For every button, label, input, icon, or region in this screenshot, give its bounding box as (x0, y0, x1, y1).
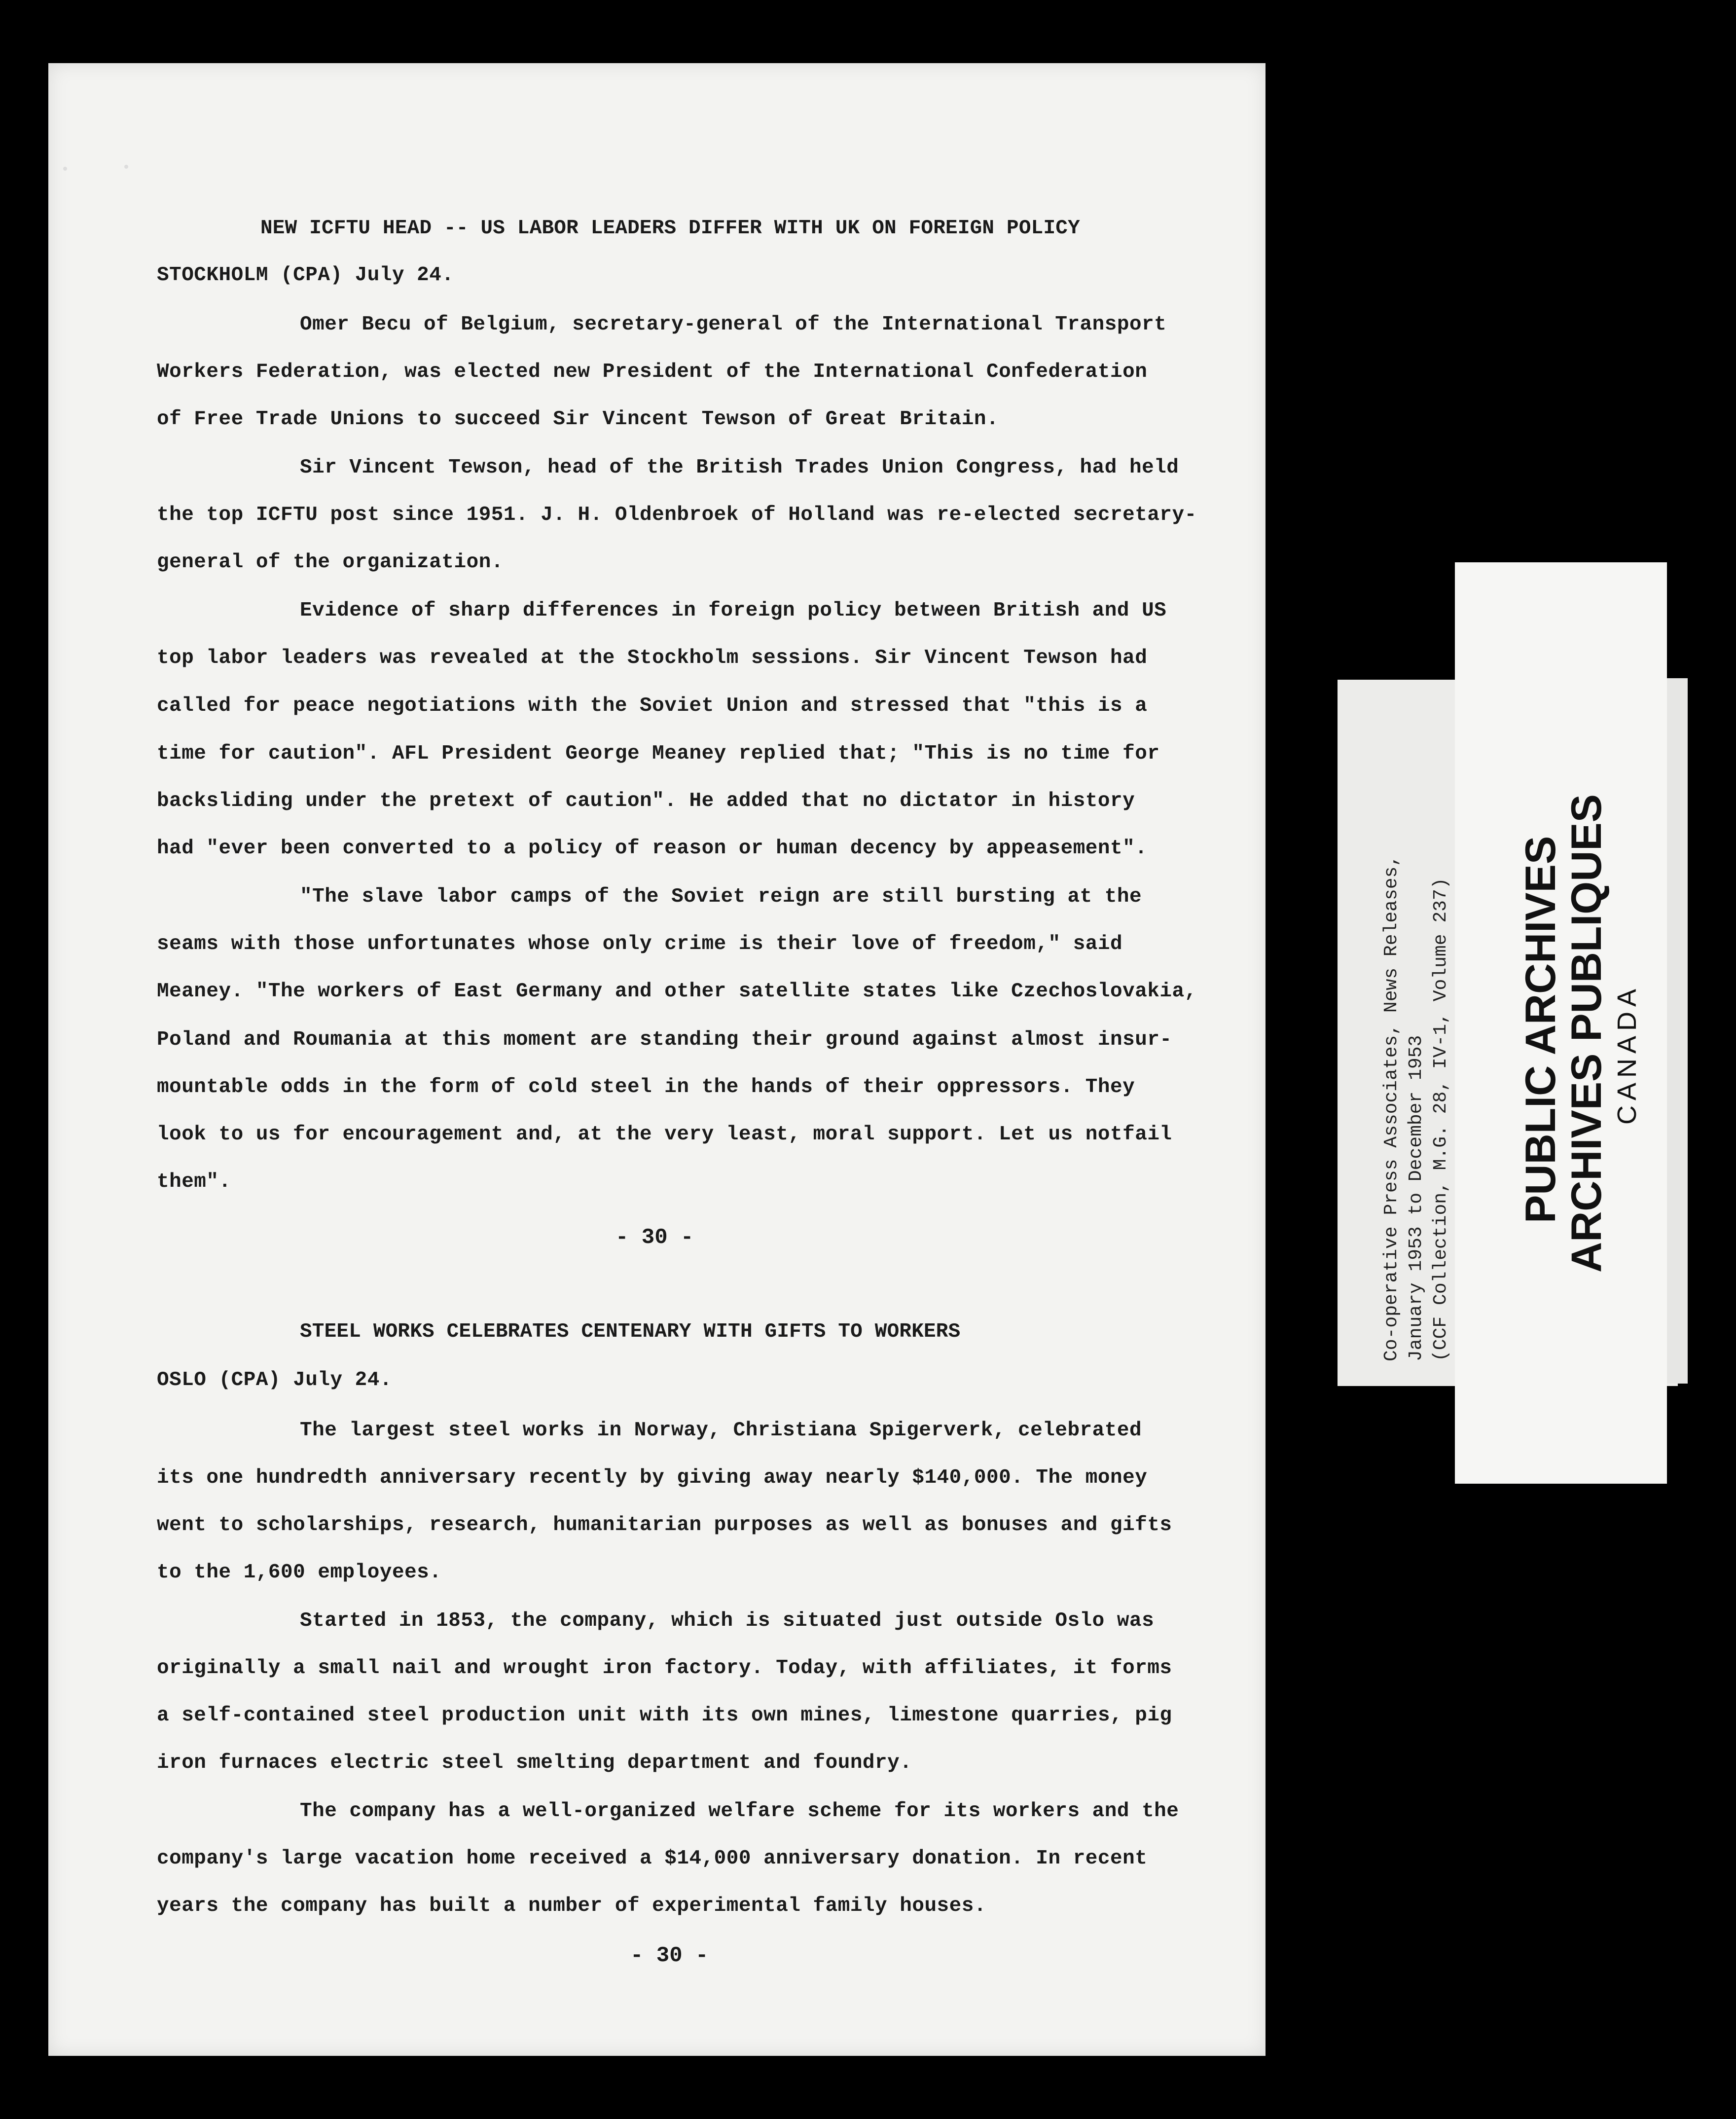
article2-line: years the company has built a number of experimental family houses. (157, 1895, 986, 1917)
article1-line: had "ever been converted to a policy of reason or human decency by appeasement". (157, 837, 1148, 860)
article1-line: general of the organization. (157, 551, 504, 574)
article2-line: Started in 1853, the company, which is situated just outside Oslo was (300, 1609, 1155, 1632)
article2-line: its one hundredth anniversary recently by giving away nearly $140,000. The money (157, 1466, 1148, 1489)
article2-line: iron furnaces electric steel smelting department and foundry. (157, 1752, 912, 1774)
archive-title-line: ARCHIVES PUBLIQUES (1563, 794, 1610, 1273)
archive-title-line: CANADA (1612, 984, 1642, 1125)
archive-card-edge (1667, 678, 1688, 1384)
archive-caption-line: Co-operative Press Associates, News Releases, (1381, 855, 1402, 1361)
article1-line: "The slave labor camps of the Soviet reign are still bursting at the (300, 885, 1142, 908)
article2-line: originally a small nail and wrought iron factory. Today, with affiliates, it forms (157, 1657, 1172, 1680)
archive-title-line: PUBLIC ARCHIVES (1517, 836, 1564, 1223)
article1-line: seams with those unfortunates whose only crime is their love of freedom," said (157, 933, 1123, 955)
article1-headline: NEW ICFTU HEAD -- US LABOR LEADERS DIFFER WITH UK ON FOREIGN POLICY (260, 217, 1080, 240)
article1-line: Evidence of sharp differences in foreign policy between British and US (300, 599, 1167, 622)
article1-line: top labor leaders was revealed at the Stockholm sessions. Sir Vincent Tewson had (157, 647, 1148, 669)
scan-speck (63, 167, 67, 171)
article1-line: backsliding under the pretext of caution". He added that no dictator in history (157, 790, 1135, 812)
article1-line: mountable odds in the form of cold steel in the hands of their oppressors. They (157, 1076, 1135, 1098)
article1-line: Poland and Roumania at this moment are standing their ground against almost insur- (157, 1028, 1172, 1051)
article2-headline: STEEL WORKS CELEBRATES CENTENARY WITH GIFTS TO WORKERS (300, 1320, 961, 1343)
article2-line: The company has a well-organized welfare scheme for its workers and the (300, 1800, 1179, 1823)
article1-line: called for peace negotiations with the Soviet Union and stressed that "this is a (157, 694, 1148, 717)
article2-line: a self-contained steel production unit with its own mines, limestone quarries, pig (157, 1704, 1172, 1727)
document-page (48, 63, 1266, 2056)
article1-line: time for caution". AFL President George Meaney replied that; "This is no time for (157, 742, 1160, 765)
article1-line: Workers Federation, was elected new President of the International Confederation (157, 361, 1148, 383)
article2-line: to the 1,600 employees. (157, 1561, 442, 1584)
article2-line: The largest steel works in Norway, Christiana Spigerverk, celebrated (300, 1419, 1142, 1442)
article2-dateline: OSLO (CPA) July 24. (157, 1369, 392, 1391)
article2-line: company's large vacation home received a $14,000 anniversary donation. In recent (157, 1847, 1148, 1870)
scan-speck (124, 165, 128, 169)
typed-document (48, 63, 1266, 2056)
article1-dateline: STOCKHOLM (CPA) July 24. (157, 264, 454, 287)
article1-line: them". (157, 1170, 231, 1193)
article1-line: of Free Trade Unions to succeed Sir Vincent Tewson of Great Britain. (157, 408, 999, 431)
article1-line: Sir Vincent Tewson, head of the British Trades Union Congress, had held (300, 456, 1179, 479)
article1-line: the top ICFTU post since 1951. J. H. Oldenbroek of Holland was re-elected secretary- (157, 504, 1197, 526)
article1-line: look to us for encouragement and, at the very least, moral support. Let us notfail (157, 1123, 1172, 1146)
archive-caption-line: (CCF Collection, M.G. 28, IV-1, Volume 237) (1430, 877, 1451, 1361)
article1-line: Omer Becu of Belgium, secretary-general of the International Transport (300, 313, 1167, 336)
page-number: - 30 - (630, 1943, 709, 1968)
archive-caption-line: January 1953 to December 1953 (1406, 1035, 1427, 1361)
article1-line: Meaney. "The workers of East Germany and other satellite states like Czechoslovakia, (157, 980, 1197, 1003)
article2-line: went to scholarships, research, humanitarian purposes as well as bonuses and gifts (157, 1514, 1172, 1536)
page-number: - 30 - (615, 1225, 694, 1250)
